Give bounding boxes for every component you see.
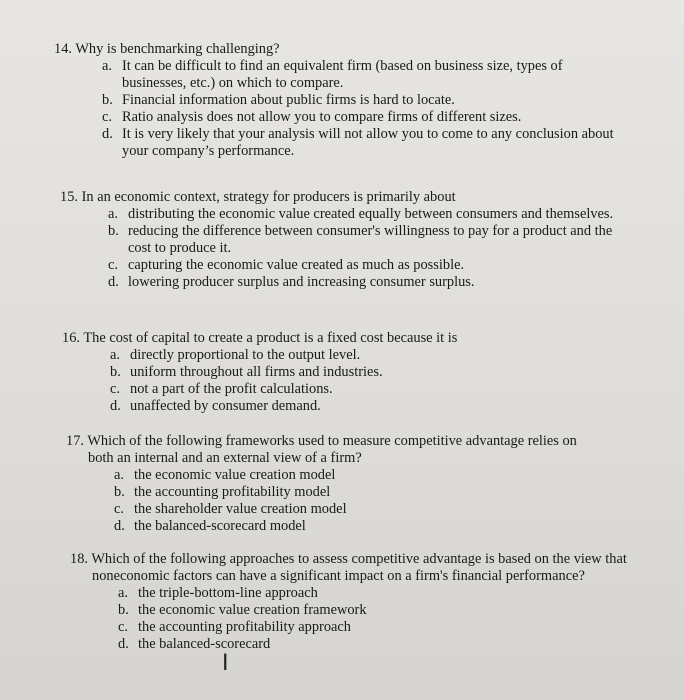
option-text: Financial information about public firms is hard to locate. bbox=[122, 92, 455, 108]
option-text: the shareholder value creation model bbox=[134, 501, 347, 517]
option-text: not a part of the profit calculations. bbox=[130, 381, 333, 397]
option-letter: b. bbox=[114, 484, 125, 500]
option-d[interactable] bbox=[114, 518, 594, 535]
option-text: capturing the economic value created as much as possible. bbox=[128, 257, 465, 273]
option-c[interactable] bbox=[110, 381, 630, 398]
option-letter: b. bbox=[118, 602, 129, 618]
option-letter: c. bbox=[108, 257, 118, 273]
option-letter: d. bbox=[114, 518, 125, 534]
question-number: 16. bbox=[62, 330, 80, 346]
option-text: It is very likely that your analysis will not allow you to come to any conclusion about your company’s performance. bbox=[122, 126, 614, 159]
option-letter: c. bbox=[118, 619, 128, 635]
option-letter: d. bbox=[110, 398, 121, 414]
question-number: 14. bbox=[54, 41, 72, 57]
option-d[interactable] bbox=[108, 274, 628, 291]
text-cursor-icon: I bbox=[222, 651, 229, 676]
question-14 bbox=[54, 41, 634, 160]
option-text: unaffected by consumer demand. bbox=[130, 398, 321, 414]
option-text: uniform throughout all firms and industries. bbox=[130, 364, 383, 380]
option-a[interactable] bbox=[118, 585, 618, 602]
question-number: 18. bbox=[70, 551, 88, 567]
option-b[interactable] bbox=[110, 364, 630, 381]
option-b[interactable] bbox=[118, 602, 618, 619]
question-stem bbox=[60, 189, 640, 206]
option-letter: c. bbox=[102, 109, 112, 125]
option-letter: a. bbox=[114, 467, 124, 483]
option-letter: c. bbox=[110, 381, 120, 397]
option-a[interactable] bbox=[114, 467, 594, 484]
option-d[interactable] bbox=[102, 126, 622, 160]
option-c[interactable] bbox=[102, 109, 622, 126]
option-text: the balanced-scorecard bbox=[138, 636, 271, 652]
option-letter: a. bbox=[102, 58, 112, 74]
question-stem bbox=[66, 433, 606, 467]
option-d[interactable] bbox=[110, 398, 630, 415]
question-stem bbox=[54, 41, 634, 58]
option-c[interactable] bbox=[114, 501, 594, 518]
question-17 bbox=[66, 433, 606, 535]
option-a[interactable] bbox=[108, 206, 628, 223]
option-text: It can be difficult to find an equivalent firm (based on business size, types of businesses, etc.) on which to compare. bbox=[122, 58, 563, 91]
option-list bbox=[114, 467, 594, 535]
question-stem bbox=[62, 330, 642, 347]
option-b[interactable] bbox=[108, 223, 628, 257]
option-letter: d. bbox=[102, 126, 113, 142]
option-list bbox=[108, 206, 628, 291]
question-text: Which of the following frameworks used to measure competitive advantage relies on both an internal and an external view of a firm? bbox=[87, 433, 577, 466]
question-number: 17. bbox=[66, 433, 84, 449]
option-letter: c. bbox=[114, 501, 124, 517]
option-text: the accounting profitability model bbox=[134, 484, 331, 500]
option-letter: a. bbox=[108, 206, 118, 222]
option-text: the economic value creation framework bbox=[138, 602, 367, 618]
option-text: the accounting profitability approach bbox=[138, 619, 351, 635]
option-text: the balanced-scorecard model bbox=[134, 518, 306, 534]
option-text: the triple-bottom-line approach bbox=[138, 585, 318, 601]
option-b[interactable] bbox=[102, 92, 622, 109]
option-a[interactable] bbox=[102, 58, 622, 92]
option-letter: b. bbox=[110, 364, 121, 380]
question-18 bbox=[70, 551, 640, 653]
option-list bbox=[110, 347, 630, 415]
question-number: 15. bbox=[60, 189, 78, 205]
option-text: distributing the economic value created equally between consumers and themselves. bbox=[128, 206, 614, 222]
option-letter: d. bbox=[108, 274, 119, 290]
option-letter: b. bbox=[108, 223, 119, 239]
question-text: The cost of capital to create a product is a fixed cost because it is bbox=[83, 330, 458, 346]
question-16 bbox=[62, 330, 642, 415]
option-list bbox=[102, 58, 622, 160]
option-text: directly proportional to the output level. bbox=[130, 347, 361, 363]
question-text: Which of the following approaches to assess competitive advantage is based on the view that noneconomic factors can have a significant impact on a firm's financial performance? bbox=[91, 551, 627, 584]
option-text: reducing the difference between consumer's willingness to pay for a product and the cost to produce it. bbox=[128, 223, 613, 256]
option-text: lowering producer surplus and increasing consumer surplus. bbox=[128, 274, 475, 290]
option-list bbox=[118, 585, 618, 653]
option-d[interactable] bbox=[118, 636, 618, 653]
option-letter: b. bbox=[102, 92, 113, 108]
option-c[interactable] bbox=[118, 619, 618, 636]
question-stem bbox=[70, 551, 640, 585]
option-c[interactable] bbox=[108, 257, 628, 274]
option-text: the economic value creation model bbox=[134, 467, 336, 483]
option-letter: a. bbox=[118, 585, 128, 601]
option-a[interactable] bbox=[110, 347, 630, 364]
option-b[interactable] bbox=[114, 484, 594, 501]
option-letter: a. bbox=[110, 347, 120, 363]
question-15 bbox=[60, 189, 640, 291]
question-text: Why is benchmarking challenging? bbox=[75, 41, 280, 57]
option-letter: d. bbox=[118, 636, 129, 652]
option-text: Ratio analysis does not allow you to compare firms of different sizes. bbox=[122, 109, 522, 125]
question-text: In an economic context, strategy for producers is primarily about bbox=[81, 189, 456, 205]
